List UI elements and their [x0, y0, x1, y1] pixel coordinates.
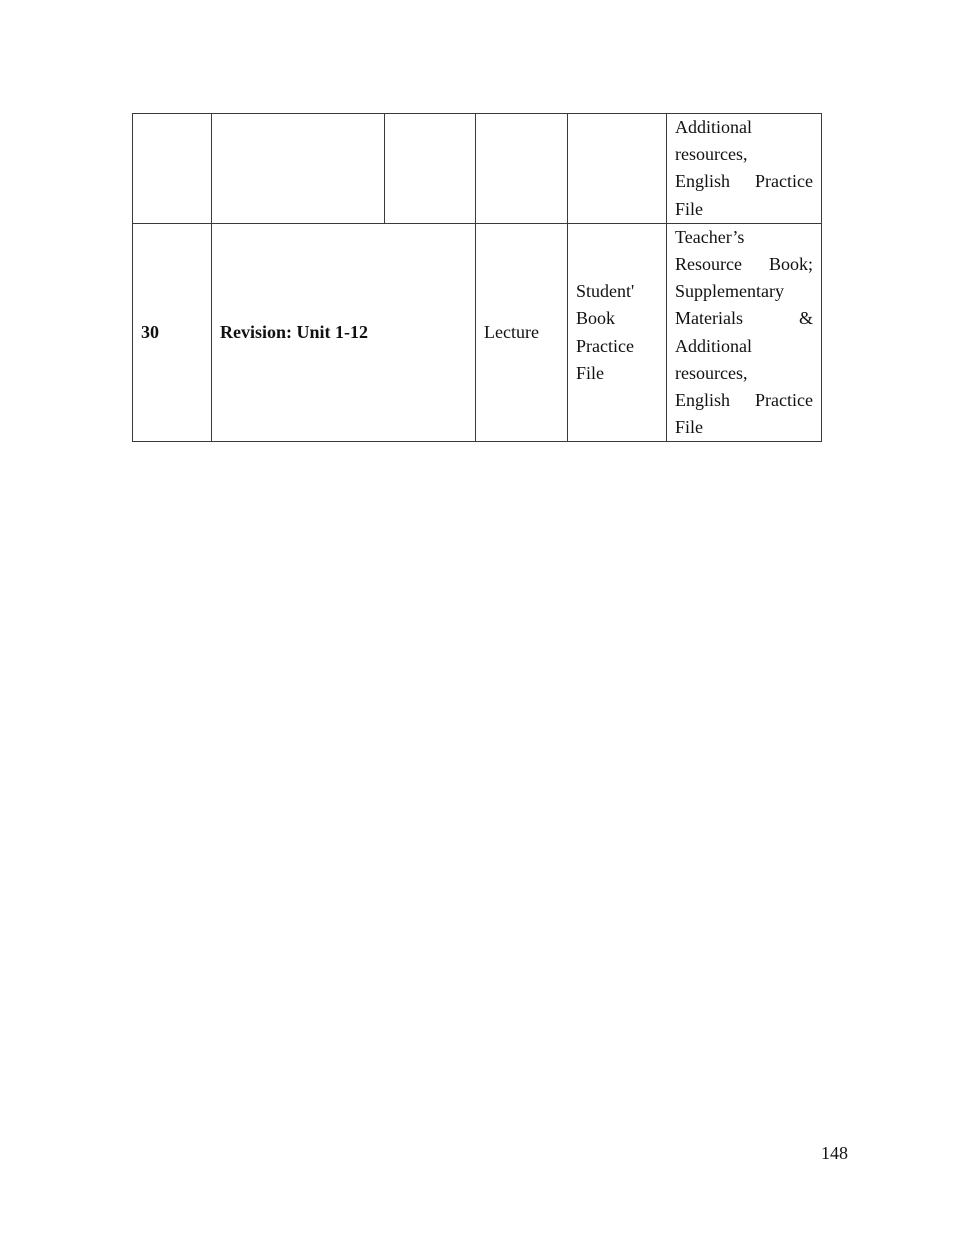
material-line: Book [576, 308, 616, 329]
cell-empty-materials [568, 114, 667, 224]
material-line: File [576, 362, 605, 383]
cell-resources-continued [667, 114, 822, 224]
resource-line: File [675, 198, 704, 219]
cell-method: Lecture [476, 223, 568, 442]
material-line: Practice [576, 335, 634, 356]
cell-materials [568, 223, 667, 442]
resource-line: File [675, 417, 704, 438]
cell-session-number: 30 [133, 223, 212, 442]
resource-line: Resource Book; [675, 254, 813, 275]
material-line: Student' [576, 281, 635, 302]
resource-line: English Practice [675, 171, 813, 192]
resource-line: Teacher’s [675, 226, 745, 247]
resource-line: Additional [675, 117, 752, 137]
resource-line: Supplementary [675, 281, 784, 302]
resource-line: Materials & [675, 308, 813, 329]
cell-empty-number [133, 114, 212, 224]
resource-line: resources, [675, 362, 748, 383]
cell-resources [667, 223, 822, 442]
cell-empty-topic [212, 114, 385, 224]
table-row-30 [133, 223, 822, 442]
table-row-continued [133, 114, 822, 224]
resource-line: English Practice [675, 390, 813, 411]
resource-line: Additional [675, 335, 752, 356]
course-plan-table [132, 113, 822, 442]
page-number: 148 [821, 1143, 848, 1163]
cell-empty-method [476, 114, 568, 224]
cell-topic: Revision: Unit 1-12 [212, 223, 476, 442]
cell-empty-objectives [385, 114, 476, 224]
resource-line: resources, [675, 144, 748, 165]
